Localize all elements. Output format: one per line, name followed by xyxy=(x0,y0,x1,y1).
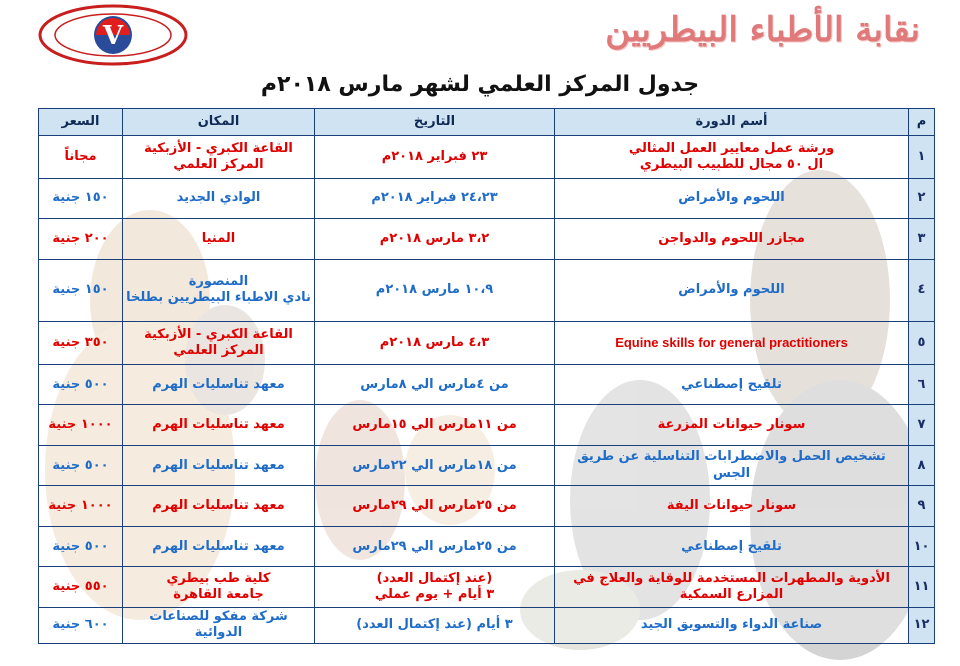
course-name: الأدوية والمطهرات المستخدمة للوقاية والعلاج في المزارع السمكية xyxy=(555,567,909,608)
row-number: ١ xyxy=(909,136,935,179)
row-number: ٩ xyxy=(909,486,935,527)
row-number: ٤ xyxy=(909,259,935,322)
course-name: اللحوم والأمراض xyxy=(555,259,909,322)
table-row xyxy=(39,364,935,405)
logo-letter: V xyxy=(102,21,124,51)
course-date: من ٢٥مارس الي ٢٩مارس xyxy=(315,486,555,527)
course-place: الوادي الجديد xyxy=(123,178,315,219)
course-date: ٢٣ فبراير ٢٠١٨م xyxy=(315,136,555,179)
course-date: ٣،٢ مارس ٢٠١٨م xyxy=(315,219,555,260)
table-row xyxy=(39,445,935,486)
course-place: معهد تناسليات الهرم xyxy=(123,405,315,446)
table-row xyxy=(39,322,935,365)
col-header-course: أسم الدورة xyxy=(555,109,909,136)
page-title: جدول المركز العلمي لشهر مارس ٢٠١٨م xyxy=(260,72,700,97)
table-row xyxy=(39,259,935,322)
course-date: من ٤مارس الي ٨مارس xyxy=(315,364,555,405)
course-place: المنصورة نادي الاطباء البيطريين بطلخا xyxy=(123,259,315,322)
course-price: ٥٠٠ جنية xyxy=(39,364,123,405)
course-place: معهد تناسليات الهرم xyxy=(123,486,315,527)
row-number: ١٠ xyxy=(909,526,935,567)
course-date: من ٢٥مارس الي ٢٩مارس xyxy=(315,526,555,567)
table-row xyxy=(39,486,935,527)
course-price: ٣٥٠ جنية xyxy=(39,322,123,365)
row-number: ٢ xyxy=(909,178,935,219)
course-price: ١٠٠٠ جنية xyxy=(39,486,123,527)
syndicate-logo xyxy=(38,4,188,66)
course-price: ١٠٠٠ جنية xyxy=(39,405,123,446)
course-price: ١٥٠ جنية xyxy=(39,259,123,322)
course-name: سونار حيوانات اليفة xyxy=(555,486,909,527)
course-name: صناعة الدواء والتسويق الجيد xyxy=(555,607,909,643)
course-place: المنيا xyxy=(123,219,315,260)
course-price: ٥٠٠ جنية xyxy=(39,445,123,486)
table-header-row xyxy=(39,109,935,136)
table-row xyxy=(39,219,935,260)
course-price: ٥٥٠ جنية xyxy=(39,567,123,608)
course-name: سونار حيوانات المزرعة xyxy=(555,405,909,446)
course-name: اللحوم والأمراض xyxy=(555,178,909,219)
table-row xyxy=(39,178,935,219)
course-place: معهد تناسليات الهرم xyxy=(123,526,315,567)
course-place: القاعة الكبري - الأزبكية المركز العلمي xyxy=(123,136,315,179)
col-header-place: المكان xyxy=(123,109,315,136)
course-date: (عند إكتمال العدد) ٣ أيام + يوم عملي xyxy=(315,567,555,608)
table-row xyxy=(39,136,935,179)
syndicate-name: نقابة الأطباء البيطريين xyxy=(605,10,920,50)
row-number: ٨ xyxy=(909,445,935,486)
course-place: معهد تناسليات الهرم xyxy=(123,445,315,486)
row-number: ٣ xyxy=(909,219,935,260)
col-header-price: السعر xyxy=(39,109,123,136)
course-price: مجاناً xyxy=(39,136,123,179)
row-number: ١٢ xyxy=(909,607,935,643)
course-name: تلقيح إصطناعي xyxy=(555,526,909,567)
table-row xyxy=(39,567,935,608)
course-place: كلية طب بيطري جامعة القاهرة xyxy=(123,567,315,608)
course-name: Equine skills for general practitioners xyxy=(555,322,909,365)
course-date: من ١٨مارس الي ٢٢مارس xyxy=(315,445,555,486)
table-row xyxy=(39,405,935,446)
course-place: معهد تناسليات الهرم xyxy=(123,364,315,405)
schedule-table xyxy=(38,108,935,644)
table-row xyxy=(39,607,935,643)
course-date: ٣ أيام (عند إكتمال العدد) xyxy=(315,607,555,643)
course-price: ٢٠٠ جنية xyxy=(39,219,123,260)
course-date: من ١١مارس الي ١٥مارس xyxy=(315,405,555,446)
course-place: القاعة الكبري - الأزبكية المركز العلمي xyxy=(123,322,315,365)
course-price: ١٥٠ جنية xyxy=(39,178,123,219)
row-number: ٥ xyxy=(909,322,935,365)
course-place: شركة مفكو للصناعات الدوائية xyxy=(123,607,315,643)
col-header-date: التاريخ xyxy=(315,109,555,136)
course-date: ٤،٣ مارس ٢٠١٨م xyxy=(315,322,555,365)
table-row xyxy=(39,526,935,567)
course-price: ٦٠٠ جنية xyxy=(39,607,123,643)
course-date: ٢٤،٢٣ فبراير ٢٠١٨م xyxy=(315,178,555,219)
row-number: ٧ xyxy=(909,405,935,446)
course-name: مجازر اللحوم والدواجن xyxy=(555,219,909,260)
course-name: ورشة عمل معايير العمل المثالي ال ٥٠ مجال للطبيب البيطري xyxy=(555,136,909,179)
col-header-number: م xyxy=(909,109,935,136)
course-price: ٥٠٠ جنية xyxy=(39,526,123,567)
row-number: ٦ xyxy=(909,364,935,405)
row-number: ١١ xyxy=(909,567,935,608)
course-name: تشخيص الحمل والاضطرابات التناسلية عن طريق الجس xyxy=(555,445,909,486)
course-date: ١٠،٩ مارس ٢٠١٨م xyxy=(315,259,555,322)
course-name: تلقيح إصطناعي xyxy=(555,364,909,405)
